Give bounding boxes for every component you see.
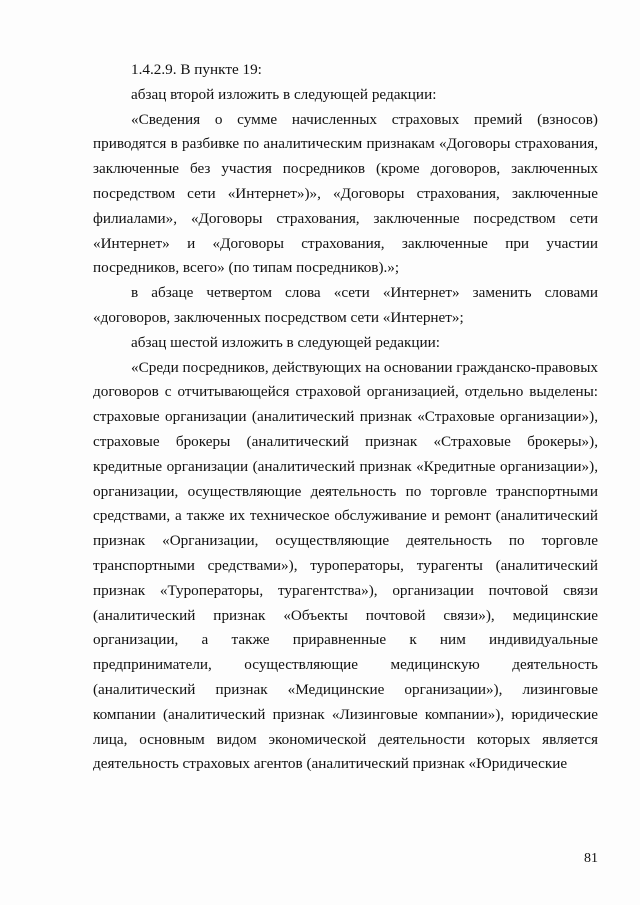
document-body (93, 58, 598, 777)
paragraph-1: абзац второй изложить в следующей редакции: (131, 85, 437, 103)
paragraph-3: в абзаце четвертом слова «сети «Интернет» заменить словами «договоров, заключенных посредством сети «Интернет»; (93, 284, 598, 326)
page-number: 81 (584, 851, 598, 866)
section-heading: 1.4.2.9. В пункте 19: (131, 61, 262, 78)
paragraph-5: «Среди посредников, действующих на основании гражданско-правовых договоров с отчитывающейся страховой организацией, отдельно выделены: страховые организации (аналитический признак «Страховые организации»), страховые брокеры (аналитический признак «Страховые брокеры»), кредитные организации (аналитический признак «Кредитные организации»), организации, осуществляющие деятельность по торговле транспортными средствами, а также их техническое обслуживание и ремонт (аналитический признак «Организации, осуществляющие деятельность по торговле транспортными средствами»), туроператоры, турагенты (аналитический признак «Туроператоры, турагентства»), организации почтовой связи (аналитический признак «Объекты почтовой связи»), медицинские организации, а также приравненные к ним индивидуальные предприниматели, осуществляющие медицинскую деятельность (аналитический признак «Медицинские организации»), лизинговые компании (аналитический признак «Лизинговые компании»), юридические лица, основным видом экономической деятельности которых является деятельность страховых агентов (аналитический признак «Юридические (93, 358, 598, 773)
paragraph-4: абзац шестой изложить в следующей редакции: (131, 333, 440, 351)
paragraph-2: «Сведения о сумме начисленных страховых премий (взносов) приводятся в разбивке по аналитическим признакам «Договоры страхования, заключенные без участия посредников (кроме договоров, заключенных посредством сети «Интернет»)», «Договоры страхования, заключенные филиалами», «Договоры страхования, заключенные посредством сети «Интернет» и «Договоры страхования, заключенные при участии посредников, всего» (по типам посредников).»; (93, 110, 598, 277)
